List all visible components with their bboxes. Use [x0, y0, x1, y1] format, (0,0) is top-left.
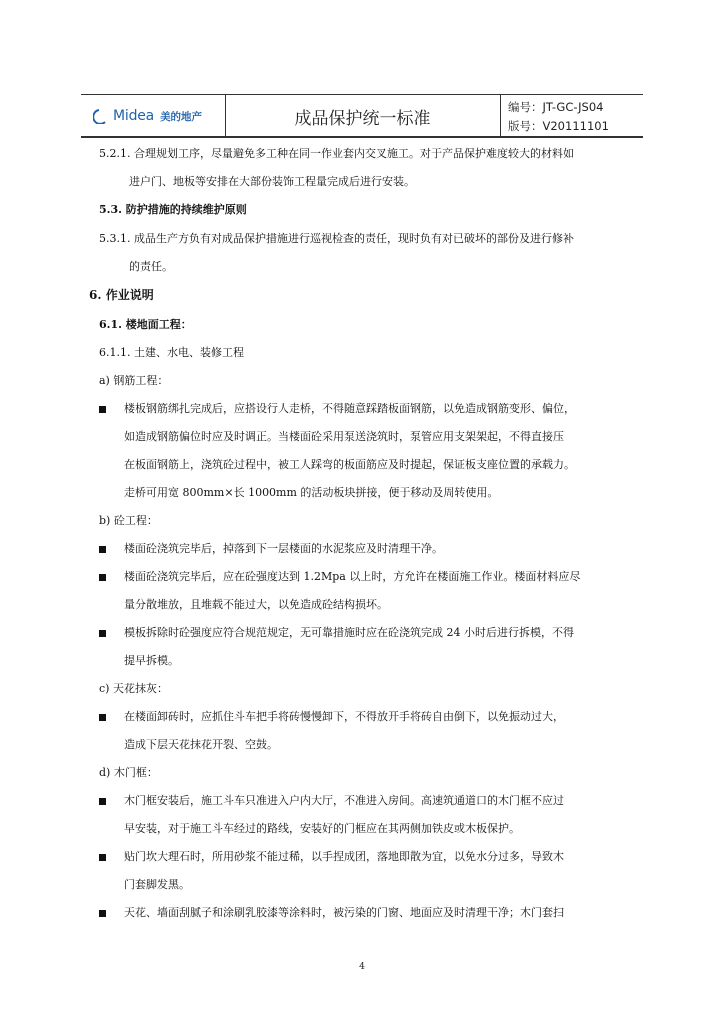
- document-title: 成品保护统一标准: [294, 109, 431, 129]
- logo-text-cn: 美的地产: [160, 110, 203, 123]
- paragraph-line: 进户门、地板等安排在大部份装饰工程量完成后进行安装。: [129, 175, 415, 188]
- document-code: 编号：JT-GC-JS04: [508, 100, 604, 114]
- paragraph-line: 楼面砼浇筑完毕后，掉落到下一层楼面的水泥浆应及时清理干净。: [124, 542, 443, 555]
- paragraph-line: 楼面砼浇筑完毕后，应在砼强度达到 1.2Mpa 以上时，方允许在楼面施工作业。楼面材料应尽: [124, 570, 581, 583]
- paragraph-line: 造成下层天花抹花开裂、空鼓。: [124, 738, 278, 751]
- list-heading: a) 钢筋工程：: [99, 374, 169, 387]
- paragraph-line: 如造成钢筋偏位时应及时调正。当楼面砼采用泵送浇筑时，泵管应用支架架起，不得直接压: [124, 430, 564, 443]
- list-heading: c) 天花抹灰：: [99, 682, 168, 695]
- paragraph-line: 在板面钢筋上，浇筑砼过程中，被工人踩弯的板面筋应及时提起，保证板支座位置的承载力。: [124, 458, 575, 471]
- paragraph-line: 楼板钢筋绑扎完成后，应搭设行人走桥，不得随意踩踏板面钢筋，以免造成钢筋变形、偏位，: [124, 402, 575, 415]
- square-bullet-icon: [99, 854, 106, 861]
- company-logo: [93, 105, 202, 127]
- square-bullet-icon: [99, 546, 106, 553]
- paragraph-line: 提早拆模。: [124, 654, 179, 667]
- paragraph-line: 5.2.1. 合理规划工序，尽量避免多工种在同一作业套内交叉施工。对于产品保护难度较大的材料如: [99, 147, 574, 160]
- square-bullet-icon: [99, 574, 106, 581]
- page-number: 4: [359, 962, 365, 972]
- square-bullet-icon: [99, 910, 106, 917]
- chapter-heading: 6. 作业说明: [89, 288, 154, 302]
- section-heading: 5.3. 防护措施的持续维护原则: [99, 203, 247, 216]
- header-divider: [500, 95, 501, 136]
- document-version: 版号：V20111101: [508, 119, 609, 133]
- paragraph-line: 贴门坎大理石时，所用砂浆不能过稀，以手捏成团，落地即散为宜，以免水分过多，导致木: [124, 850, 564, 863]
- paragraph-line: 天花、墙面刮腻子和涂刷乳胶漆等涂料时，被污染的门窗、地面应及时清理干净；木门套扫: [124, 906, 564, 919]
- square-bullet-icon: [99, 714, 106, 721]
- paragraph-line: 早安装，对于施工斗车经过的路线，安装好的门框应在其两侧加铁皮或木板保护。: [124, 822, 520, 835]
- square-bullet-icon: [99, 406, 106, 413]
- list-heading: b) 砼工程：: [99, 514, 158, 527]
- paragraph-line: 门套脚发黑。: [124, 878, 190, 891]
- logo-text-en: Midea: [113, 108, 155, 124]
- paragraph-line: 模板拆除时砼强度应符合规范规定，无可靠措施时应在砼浇筑完成 24 小时后进行拆模，不得: [124, 626, 574, 639]
- square-bullet-icon: [99, 798, 106, 805]
- paragraph-line: 的责任。: [129, 260, 173, 273]
- square-bullet-icon: [99, 630, 106, 637]
- paragraph-line: 在楼面卸砖时，应抓住斗车把手将砖慢慢卸下，不得放开手将砖自由倒下，以免振动过大，: [124, 710, 564, 723]
- page-header: [81, 94, 643, 138]
- list-heading: d) 木门框：: [99, 766, 158, 779]
- paragraph-line: 5.3.1. 成品生产方负有对成品保护措施进行巡视检查的责任，现时负有对已破坏的部份及进行修补: [99, 232, 574, 245]
- paragraph-line: 量分散堆放，且堆载不能过大，以免造成砼结构损坏。: [124, 598, 388, 611]
- section-heading: 6.1. 楼地面工程：: [99, 318, 192, 331]
- paragraph-line: 木门框安装后，施工斗车只准进入户内大厅，不准进入房间。高速筑通道口的木门框不应过: [124, 794, 564, 807]
- paragraph-line: 走桥可用宽 800mm×长 1000mm 的活动板块拼接，便于移动及周转使用。: [124, 486, 499, 499]
- subsection-heading: 6.1.1. 土建、水电、装修工程: [99, 346, 244, 359]
